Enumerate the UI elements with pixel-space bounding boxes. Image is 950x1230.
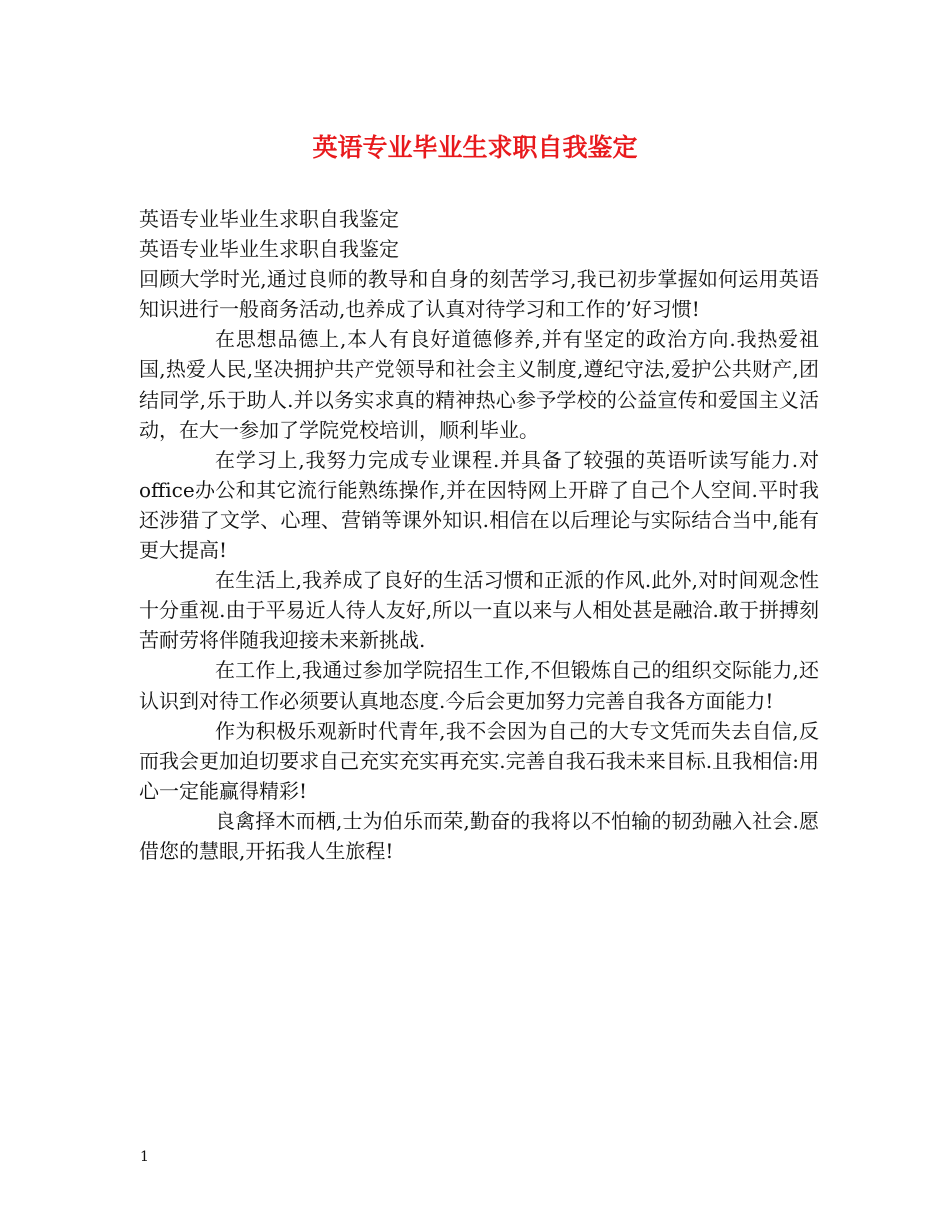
page-number: 1 [140, 1149, 149, 1165]
body-paragraph: 在工作上,我通过参加学院招生工作,不但锻炼自己的组织交际能力,还认识到对待工作必须要认真地态度.今后会更加努力完善自我各方面能力! [139, 658, 819, 713]
document-body [139, 204, 819, 866]
body-paragraph: 作为积极乐观新时代青年,我不会因为自己的大专文凭而失去自信,反而我会更加迫切要求自己充实充实再充实.完善自我石我未来目标.且我相信:用心一定能赢得精彩! [139, 718, 819, 803]
body-heading-line: 英语专业毕业生求职自我鉴定 [139, 207, 399, 231]
body-heading-line: 英语专业毕业生求职自我鉴定 [139, 237, 399, 262]
body-paragraph: 回顾大学时光,通过良师的教导和自身的刻苦学习,我已初步掌握如何运用英语知识进行一般商务活动,也养成了认真对待学习和工作的’好习惯! [139, 267, 819, 322]
body-paragraph: 良禽择木而栖,士为伯乐而荣,勤奋的我将以不怕输的韧劲融入社会.愿借您的慧眼,开拓我人生旅程! [139, 808, 819, 863]
document-title: 英语专业毕业生求职自我鉴定 [312, 133, 638, 162]
body-paragraph: 在学习上,我努力完成专业课程.并具备了较强的英语听读写能力.对office办公和其它流行能熟练操作,并在因特网上开辟了自己个人空间.平时我还涉猎了文学、心理、营销等课外知识.相信在以后理论与实际结合当中,能有更大提高! [139, 447, 819, 563]
body-paragraph: 在思想品德上,本人有良好道德修养,并有坚定的政治方向.我热爱祖国,热爱人民,坚决拥护共产党领导和社会主义制度,遵纪守法,爱护公共财产,团结同学,乐于助人.并以务实求真的精神热心参予学校的公益宣传和爱国主义活动，在大一参加了学院党校培训，顺利毕业。 [139, 327, 819, 442]
body-paragraph: 在生活上,我养成了良好的生活习惯和正派的作风.此外,对时间观念性十分重视.由于平易近人待人友好,所以一直以来与人相处甚是融洽.敢于拼搏刻苦耐劳将伴随我迎接未来新挑战. [139, 568, 819, 653]
